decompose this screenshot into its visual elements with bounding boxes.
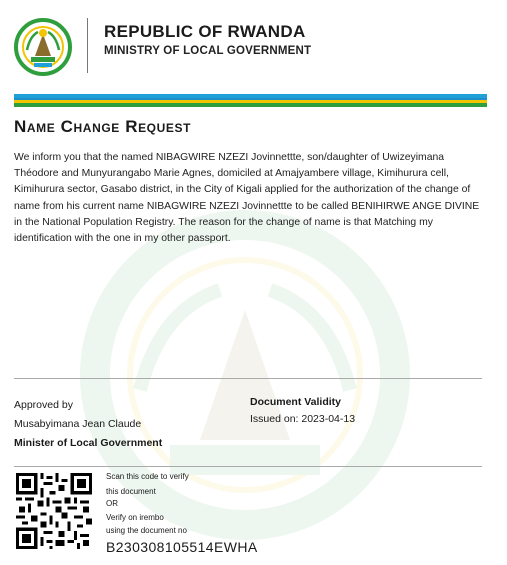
qr-code-icon[interactable] [16,473,92,549]
ministry-name: MINISTRY OF LOCAL GOVERNMENT [104,45,312,57]
approver-role: Minister of Local Government [14,437,163,449]
scan-instruction-line2: this document [106,487,156,496]
document-number: B230308105514EWHA [106,539,258,555]
verify-on-irembo-text: Verify on irembo [106,513,164,522]
validity-heading: Document Validity [250,396,342,408]
issued-date: Issued on: 2023-04-13 [250,413,356,425]
document-header [0,0,507,90]
rwanda-coat-of-arms-icon [14,18,72,76]
country-name: REPUBLIC OF RWANDA [104,22,306,41]
using-document-no-text: using the document no [106,526,187,535]
approved-by-label: Approved by [14,399,73,411]
document-body: We inform you that the named NIBAGWIRE NZEZI Jovinnettte, son/daughter of Uwizeyimana Théodore and Munyurangabo Marie Agnes, domiciled at Amajyambere village, Kimihurura cell, Kimihurura sector, Gasabo district, in the City of Kigali applied for the authorization of the change of name from his current name NIBAGWIRE NZEZI Jovinnettte to be called BENIHIRWE ANGE DIVINE in the National Population Registry. The reason for the change of name is that Matching my identification with the one in my other passport. [14,152,480,245]
flag-band-green [14,103,487,107]
header-divider [87,18,88,73]
section-divider [14,378,482,379]
document-title: Name Change Request [14,117,192,136]
scan-instruction-line1: Scan this code to verify [106,472,189,481]
footer-divider [14,466,482,467]
or-text: OR [106,499,118,508]
approver-name: Musabyimana Jean Claude [14,418,142,430]
